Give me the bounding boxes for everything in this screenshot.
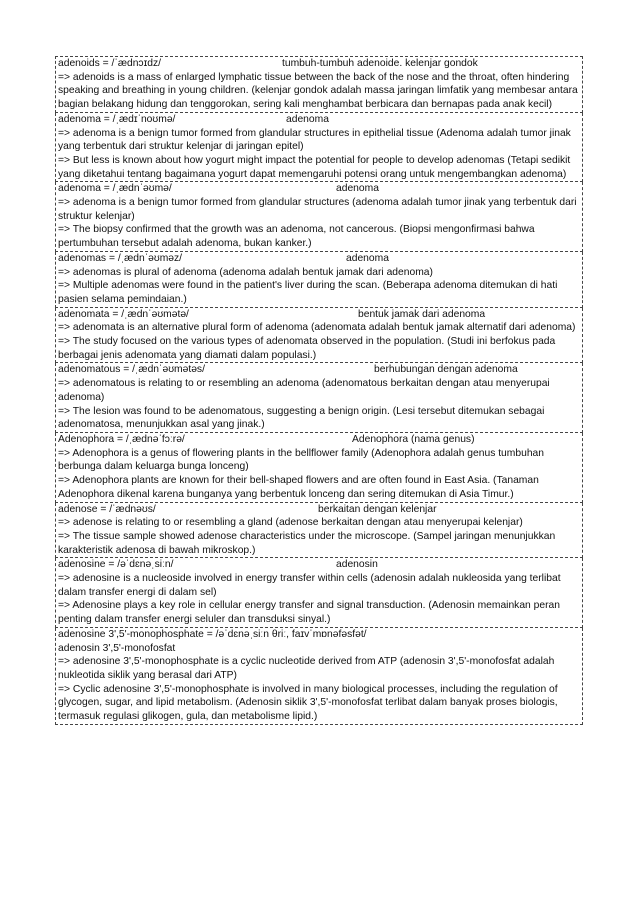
entry-term: Adenophora = /ˌædnəˈfɔːrə/ (58, 433, 185, 445)
entry-line: => The tissue sample showed adenose characteristics under the microscope. (Sampel jaringan menunjukkan karakteristik adenosa di bawah mikroskop.) (58, 530, 556, 556)
entry-translation: berkaitan dengan kelenjar (318, 503, 437, 515)
entry-term: adenosine 3',5'-monophosphate = /əˈdɛnəˌsiːn θriː, faɪvˈmɒnəfəsfət/ (58, 628, 367, 640)
dictionary-page (55, 56, 583, 725)
dictionary-entry (55, 433, 583, 503)
entry-line: => The study focused on the various types of adenomata observed in the population. (Studi ini berfokus pada berbagai jenis adenomata yang diamati dalam populasi.) (58, 336, 556, 361)
entry-header (58, 57, 580, 71)
entry-line: => adenoma is a benign tumor formed from glandular structures (adenoma adalah tumor jinak yang terbentuk dari struktur kelenjar) (58, 197, 577, 222)
entry-line: => Adenophora plants are known for their bell-shaped flowers and are often found in East Asia. (Tanaman Adenophora dikenal karena bunganya yang berbentuk lonceng dan sering ditemukan di Asia Timur.) (58, 475, 539, 500)
entry-term: adenoma = /ˌædnˈəʊmə/ (58, 183, 172, 195)
entry-term: adenomas = /ˌædnˈəʊməz/ (58, 252, 183, 264)
entry-header (58, 558, 580, 572)
dictionary-entry (55, 308, 583, 364)
entry-line: => Multiple adenomas were found in the patient's liver during the scan. (Beberapa adenoma ditemukan di hati pasien selama pemindaian.) (58, 280, 558, 305)
entry-line: => adenoids is a mass of enlarged lymphatic tissue between the back of the nose and the throat, often hindering speaking and breathing in young children. (kelenjar gondok adalah massa jaringan limfatik yang membesar antara bagian belakang hidung dan tenggorokan, sering kali menghambat berbicara dan bernapas pada anak kecil) (58, 71, 578, 111)
entry-translation: bentuk jamak dari adenoma (358, 308, 486, 320)
entry-term: adenomata = /ˌædnˈəʊmətə/ (58, 308, 189, 320)
dictionary-entry (55, 558, 583, 628)
entry-line: => adenomatous is relating to or resembling an adenoma (adenomatous berkaitan dengan atau menyerupai adenoma) (58, 378, 550, 403)
entry-header (58, 433, 580, 447)
entry-line: => adenosine 3',5'-monophosphate is a cyclic nucleotide derived from ATP (adenosin 3',5'-monofosfat adalah nukleotida siklik yang berasal dari ATP) (58, 656, 555, 681)
entry-translation: berhubungan dengan adenoma (374, 364, 518, 376)
entry-term: adenosine = /əˈdɛnəˌsiːn/ (58, 559, 174, 571)
entry-line: => Adenophora is a genus of flowering plants in the bellflower family (Adenophora adalah genus tumbuhan berbunga dalam keluarga bunga lonceng) (58, 447, 544, 473)
entry-line: => The biopsy confirmed that the growth was an adenoma, not cancerous. (Biopsi mengonfirmasi bahwa pertumbuhan tersebut adalah adenoma, bukan kanker.) (58, 224, 535, 250)
entry-line: => adenose is relating to or resembling a gland (adenose berkaitan dengan atau menyerupai kelenjar) (58, 517, 523, 529)
entry-header (58, 182, 580, 196)
entry-term: adenose = /ˈædnəʊs/ (58, 503, 156, 515)
entry-line: => adenoma is a benign tumor formed from glandular structures in epithelial tissue (Adenoma adalah tumor jinak yang terbentuk dari struktur kelenjar di jaringan epitel) (58, 127, 571, 153)
entry-line: => adenomas is plural of adenoma (adenoma adalah bentuk jamak dari adenoma) (58, 266, 433, 278)
entry-term: adenoids = /ˈædnɔɪdz/ (58, 58, 161, 69)
entry-translation: adenoma (346, 252, 389, 264)
entry-term: adenoma = /ˌædɪˈnoʊmə/ (58, 113, 176, 125)
dictionary-entry (55, 56, 583, 113)
dictionary-entry (55, 113, 583, 183)
dictionary-entry (55, 182, 583, 252)
entry-line: => adenomata is an alternative plural form of adenoma (adenomata adalah bentuk jamak alternatif dari adenoma) (58, 322, 576, 334)
dictionary-entry (55, 363, 583, 433)
dictionary-entry (55, 252, 583, 308)
entry-line: => adenosine is a nucleoside involved in energy transfer within cells (adenosin adalah nukleosida yang terlibat dalam transfer energi di dalam sel) (58, 573, 561, 598)
entry-header (58, 308, 580, 322)
entry-term: adenomatous = /ˌædnˈəʊmətəs/ (58, 364, 205, 376)
entry-translation: Adenophora (nama genus) (352, 433, 475, 445)
entry-header (58, 628, 580, 642)
entry-header (58, 503, 580, 517)
entry-line: => Adenosine plays a key role in cellular energy transfer and signal transduction. (Adenosin memainkan peran penting dalam transfer energi seluler dan transduksi sinyal.) (58, 600, 560, 626)
entry-translation: adenosin (336, 559, 378, 571)
entry-header (58, 113, 580, 127)
entry-translation: adenoma (286, 113, 329, 125)
entry-header (58, 363, 580, 377)
entry-translation: tumbuh-tumbuh adenoide. kelenjar gondok (282, 58, 478, 69)
entry-translation: adenoma (336, 183, 379, 195)
dictionary-entry (55, 628, 583, 725)
entry-line: => The lesion was found to be adenomatous, suggesting a benign origin. (Lesi tersebut ditemukan sebagai adenomatosa, menunjukkan asal yang jinak.) (58, 405, 545, 431)
entry-line: => But less is known about how yogurt might impact the potential for people to develop adenomas (Tetapi sedikit yang diketahui tentang bagaimana yogurt dapat memengaruhi potensi orang untuk mengembangkan adenoma) (58, 154, 571, 180)
entry-translation-line: adenosin 3',5'-monofosfat (58, 642, 176, 654)
entry-header (58, 252, 580, 266)
dictionary-entry (55, 503, 583, 559)
entry-line: => Cyclic adenosine 3',5'-monophosphate is involved in many biological processes, including the regulation of glycogen, sugar, and lipid metabolism. (Adenosin siklik 3',5'-monofosfat terlibat dalam banyak proses biologis, termasuk regulasi glikogen, gula, dan metabolisme lipid.) (58, 683, 558, 723)
